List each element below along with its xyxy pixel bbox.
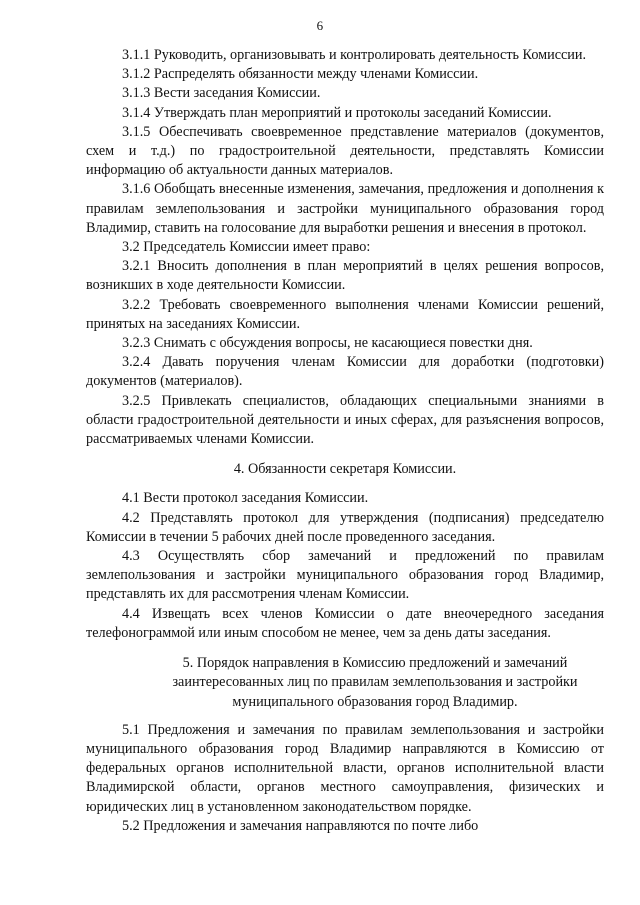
- paragraph-3-1-5: 3.1.5 Обеспечивать своевременное представление материалов (документов, схем и т.д.) по градостроительной деятельности, представлять Комиссии информацию об актуальности данных материалов.: [86, 123, 604, 179]
- paragraph-3-2-3: 3.2.3 Снимать с обсуждения вопросы, не касающиеся повестки дня.: [122, 335, 533, 352]
- paragraph-3-2-5: 3.2.5 Привлекать специалистов, обладающих специальными знаниями в области градостроительной деятельности и иных сферах, для разъяснения вопросов, рассматриваемых членами Комиссии.: [86, 392, 604, 448]
- paragraph-3-2-2: 3.2.2 Требовать своевременного выполнения членами Комиссии решений, принятых на заседаниях Комиссии.: [86, 296, 604, 332]
- document-body: [86, 46, 604, 836]
- paragraph-4-2: 4.2 Представлять протокол для утверждения (подписания) председателю Комиссии в течении 5 рабочих дней после проведенного заседания.: [86, 509, 604, 545]
- paragraph-3-1-2: 3.1.2 Распределять обязанности между членами Комиссии.: [122, 66, 479, 83]
- paragraph-3-1-4: 3.1.4 Утверждать план мероприятий и протоколы заседаний Комиссии.: [122, 104, 552, 121]
- page-number: 6: [316, 18, 324, 33]
- paragraph-3-1-6: 3.1.6 Обобщать внесенные изменения, замечания, предложения и дополнения к правилам землепользования и застройки муниципального образования город Владимир, ставить на голосование для выработки решения и внесения в протокол.: [86, 181, 604, 236]
- paragraph-3-1-1: 3.1.1 Руководить, организовывать и контролировать деятельность Комиссии.: [122, 47, 587, 63]
- section-4-heading: 4. Обязанности секретаря Комиссии.: [233, 461, 457, 478]
- paragraph-3-2-4: 3.2.4 Давать поручения членам Комиссии для доработки (подготовки) документов (материалов).: [86, 354, 604, 390]
- paragraph-4-4: 4.4 Извещать всех членов Комиссии о дате внеочередного заседания телефонограммой или иным способом не менее, чем за день даты заседания.: [86, 605, 604, 641]
- paragraph-4-1: 4.1 Вести протокол заседания Комиссии.: [122, 490, 369, 507]
- paragraph-3-2-1: 3.2.1 Вносить дополнения в план мероприятий в целях решения вопросов, возникших в ходе деятельности Комиссии.: [86, 258, 604, 294]
- paragraph-3-1-3: 3.1.3 Вести заседания Комиссии.: [122, 85, 321, 102]
- paragraph-5-1: 5.1 Предложения и замечания по правилам землепользования и застройки муниципального образования город Владимир направляются в Комиссию от федеральных органов исполнительной власти, органов исполнительной власти Владимирской области, органов местного самоуправления, физических и юридических лиц в установленном законодательством порядке.: [86, 721, 604, 815]
- paragraph-4-3: 4.3 Осуществлять сбор замечаний и предложений по правилам землепользования и застройки муниципального образования город Владимир, представлять их для рассмотрения членам Комиссии.: [86, 548, 604, 603]
- paragraph-5-2: 5.2 Предложения и замечания направляются по почте либо: [122, 817, 479, 834]
- paragraph-3-2: 3.2 Председатель Комиссии имеет право:: [122, 239, 371, 256]
- section-5-heading: 5. Порядок направления в Комиссию предложений и замечаний заинтересованных лиц по правилам землепользования и застройки муниципального образования город Владимир.: [172, 655, 578, 710]
